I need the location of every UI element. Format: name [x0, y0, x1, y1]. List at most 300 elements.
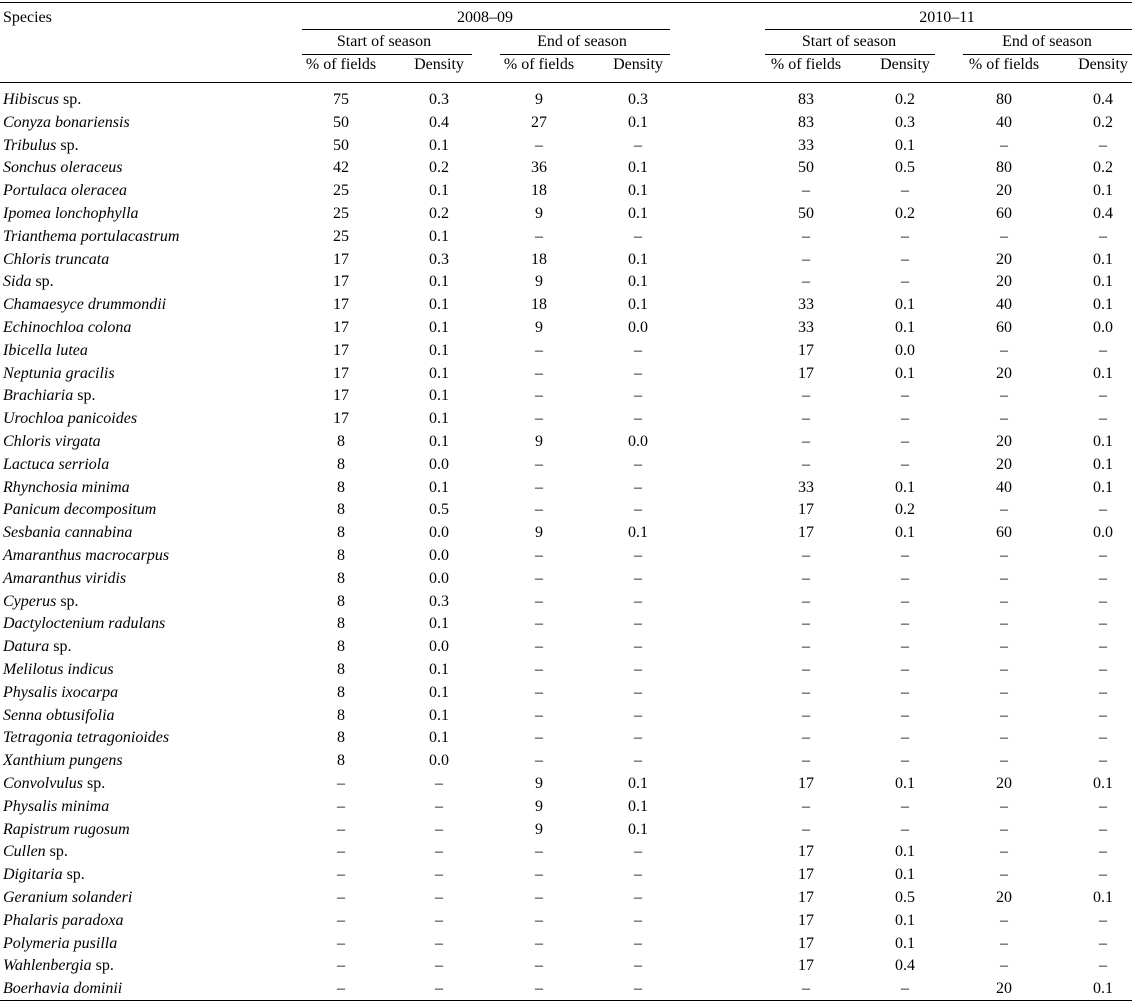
density-cell: 0.4 — [1093, 205, 1113, 222]
density-cell: 0.1 — [628, 182, 648, 200]
table-row — [0, 682, 1132, 705]
pct-fields-cell: – — [337, 934, 345, 952]
species-name — [3, 363, 115, 385]
pct-fields-cell: 60 — [996, 205, 1012, 222]
density-cell: 0.5 — [429, 501, 449, 519]
pct-fields-cell: – — [337, 797, 345, 815]
pct-fields-cell: – — [802, 250, 810, 268]
year-header-2010-11: 2010–11 — [919, 9, 975, 26]
species-binomial: Sonchus oleraceus — [3, 159, 123, 177]
species-name — [3, 294, 166, 316]
species-binomial: Tribulus — [3, 136, 57, 154]
pct-fields-cell: – — [1000, 820, 1008, 838]
pct-fields-cell: 42 — [333, 159, 349, 177]
density-cell: – — [634, 752, 642, 770]
pct-fields-cell: 17 — [798, 911, 814, 929]
pct-fields-cell: 25 — [333, 182, 349, 200]
density-cell: 0.0 — [895, 341, 915, 359]
density-cell: 0.2 — [1093, 113, 1113, 131]
pct-fields-cell: 8 — [337, 729, 345, 747]
pct-fields-cell: 9 — [535, 820, 543, 838]
pct-fields-cell: – — [337, 820, 345, 838]
pct-fields-cell: 20 — [996, 250, 1012, 268]
density-cell: – — [634, 934, 642, 952]
density-cell: – — [634, 911, 642, 929]
density-cell: – — [901, 752, 909, 770]
density-cell: – — [435, 957, 443, 975]
pct-fields-cell: – — [1000, 638, 1008, 656]
pct-fields-cell: 60 — [996, 319, 1012, 336]
density-cell: – — [901, 273, 909, 291]
density-cell: – — [634, 455, 642, 473]
species-binomial: Melilotus indicus — [3, 661, 114, 678]
pct-fields-cell: – — [802, 455, 810, 473]
pct-fields-cell: – — [802, 182, 810, 200]
density-cell: – — [1099, 797, 1107, 815]
table-row — [0, 499, 1132, 522]
pct-fields-cell: 40 — [996, 296, 1012, 314]
density-cell: 0.1 — [628, 250, 648, 268]
species-name — [3, 841, 68, 863]
density-cell: 0.1 — [628, 296, 648, 314]
pct-fields-cell: 8 — [337, 661, 345, 678]
pct-fields-cell: 17 — [798, 934, 814, 952]
pct-fields-cell: 25 — [333, 227, 349, 245]
density-cell: 0.1 — [628, 820, 648, 838]
pct-fields-cell: – — [535, 136, 543, 154]
pct-fields-cell: – — [802, 980, 810, 998]
density-cell: – — [1099, 957, 1107, 975]
density-cell: – — [634, 341, 642, 359]
pct-fields-cell: 75 — [333, 91, 349, 108]
density-cell: – — [634, 866, 642, 884]
density-cell: – — [435, 843, 443, 861]
density-cell: – — [634, 364, 642, 382]
pct-fields-cell: 20 — [996, 273, 1012, 291]
pct-fields-cell: 17 — [798, 341, 814, 359]
density-cell: – — [901, 729, 909, 747]
density-cell: 0.1 — [895, 524, 915, 542]
density-cell: – — [435, 797, 443, 815]
density-cell: 0.3 — [895, 113, 915, 131]
table-top-rule — [0, 2, 1132, 3]
density-cell: – — [435, 820, 443, 838]
pct-fields-cell: 20 — [996, 889, 1012, 906]
species-name — [3, 955, 114, 977]
density-cell: – — [435, 889, 443, 906]
species-qualifier: sp. — [49, 843, 68, 861]
table-row — [0, 89, 1132, 112]
density-cell: 0.1 — [429, 182, 449, 200]
density-cell: – — [901, 820, 909, 838]
species-name — [3, 796, 109, 818]
species-binomial: Rhynchosia minima — [3, 478, 130, 496]
density-cell: 0.1 — [1093, 273, 1113, 291]
species-name — [3, 705, 115, 727]
density-cell: – — [634, 889, 642, 906]
density-cell: 0.1 — [429, 364, 449, 382]
pct-fields-cell: 17 — [333, 410, 349, 428]
density-cell: 0.1 — [895, 911, 915, 929]
species-binomial: Cyperus — [3, 592, 57, 610]
density-cell: 0.4 — [895, 957, 915, 975]
table-row — [0, 408, 1132, 431]
density-cell: 0.1 — [628, 775, 648, 792]
pct-fields-cell: 20 — [996, 775, 1012, 792]
species-binomial: Tetragonia tetragonioides — [3, 729, 170, 747]
table-row — [0, 613, 1132, 636]
pct-fields-cell: – — [1000, 615, 1008, 633]
table-row — [0, 203, 1132, 226]
density-cell: 0.1 — [628, 273, 648, 291]
pct-fields-cell: 17 — [798, 843, 814, 861]
species-name — [3, 545, 169, 567]
density-cell: – — [634, 136, 642, 154]
density-cell: – — [634, 661, 642, 678]
subheader-start-2010-11: Start of season — [801, 33, 897, 50]
species-name — [3, 226, 179, 248]
pct-fields-cell: – — [535, 364, 543, 382]
pct-fields-cell: 8 — [337, 638, 345, 656]
species-binomial: Physalis minima — [3, 797, 110, 815]
density-cell: – — [901, 706, 909, 724]
density-cell: 0.3 — [429, 91, 449, 108]
density-cell: 0.0 — [1093, 524, 1113, 542]
table-row — [0, 180, 1132, 203]
density-cell: – — [435, 934, 443, 952]
species-binomial: Ibicella lutea — [3, 341, 88, 359]
density-cell: 0.1 — [1093, 478, 1113, 496]
species-name — [3, 157, 123, 179]
species-name — [3, 112, 130, 134]
pct-fields-cell: – — [802, 752, 810, 770]
density-cell: 0.0 — [1093, 319, 1113, 336]
species-name — [3, 249, 109, 271]
density-cell: – — [1099, 638, 1107, 656]
density-cell: 0.1 — [429, 729, 449, 747]
density-cell: – — [435, 911, 443, 929]
species-qualifier: sp. — [60, 592, 79, 610]
density-cell: – — [901, 638, 909, 656]
pct-fields-cell: – — [1000, 957, 1008, 975]
density-cell: – — [634, 547, 642, 564]
density-cell: 0.1 — [1093, 889, 1113, 906]
table-row — [0, 636, 1132, 659]
pct-fields-cell: 8 — [337, 547, 345, 564]
pct-fields-cell: 9 — [535, 775, 543, 792]
species-name — [3, 477, 130, 499]
pct-fields-cell: 17 — [333, 273, 349, 291]
density-cell: – — [1099, 661, 1107, 678]
header-bottom-rule — [0, 82, 1132, 83]
density-cell: 0.1 — [895, 843, 915, 861]
subheader-end-2010-11: End of season — [1002, 33, 1092, 50]
density-cell: 0.2 — [895, 501, 915, 519]
species-binomial: Brachiaria — [3, 387, 74, 405]
density-cell: – — [435, 980, 443, 998]
table-row — [0, 819, 1132, 842]
species-qualifier: sp. — [77, 387, 96, 405]
pct-fields-cell: – — [535, 911, 543, 929]
density-cell: – — [634, 638, 642, 656]
pct-fields-cell: – — [802, 797, 810, 815]
density-cell: – — [901, 433, 909, 450]
density-cell: – — [901, 683, 909, 701]
species-name — [3, 727, 169, 749]
pct-fields-cell: – — [802, 638, 810, 656]
species-binomial: Dactyloctenium radulans — [3, 615, 166, 633]
pct-fields-cell: – — [337, 980, 345, 998]
table-row — [0, 750, 1132, 773]
pct-fields-cell: – — [802, 433, 810, 450]
pct-fields-cell: 25 — [333, 205, 349, 222]
pct-fields-cell: – — [1000, 706, 1008, 724]
species-name — [3, 89, 81, 111]
species-binomial: Polymeria pusilla — [3, 934, 118, 952]
column-header-density: Density — [414, 56, 464, 73]
pct-fields-cell: 17 — [798, 866, 814, 884]
table-row — [0, 864, 1132, 887]
density-cell: – — [901, 410, 909, 428]
pct-fields-cell: 33 — [798, 136, 814, 154]
pct-fields-cell: 83 — [798, 113, 814, 131]
pct-fields-cell: 8 — [337, 569, 345, 587]
density-cell: 0.1 — [429, 683, 449, 701]
species-name — [3, 613, 165, 635]
species-qualifier: sp. — [66, 866, 85, 884]
density-cell: – — [1099, 547, 1107, 564]
density-cell: 0.1 — [1093, 980, 1113, 998]
species-binomial: Rapistrum rugosum — [3, 820, 130, 838]
density-cell: 0.1 — [895, 866, 915, 884]
density-cell: 0.1 — [628, 524, 648, 542]
pct-fields-cell: – — [535, 752, 543, 770]
pct-fields-cell: – — [802, 227, 810, 245]
density-cell: 0.0 — [429, 752, 449, 770]
year-group-rule-2010-11 — [765, 29, 1132, 30]
pct-fields-cell: – — [337, 843, 345, 861]
pct-fields-cell: – — [337, 911, 345, 929]
density-cell: 0.1 — [429, 706, 449, 724]
pct-fields-cell: 33 — [798, 319, 814, 336]
density-cell: 0.4 — [429, 113, 449, 131]
species-binomial: Senna obtusifolia — [3, 706, 115, 724]
species-name — [3, 340, 88, 362]
density-cell: 0.1 — [1093, 182, 1113, 200]
pct-fields-cell: 50 — [333, 136, 349, 154]
pct-fields-cell: 18 — [531, 250, 547, 268]
species-binomial: Lactuca serriola — [3, 455, 110, 473]
species-binomial: Digitaria — [3, 866, 63, 884]
pct-fields-cell: 27 — [531, 113, 547, 131]
density-cell: 0.3 — [429, 592, 449, 610]
pct-fields-cell: 20 — [996, 364, 1012, 382]
pct-fields-cell: – — [535, 957, 543, 975]
species-binomial: Ipomea lonchophylla — [3, 205, 139, 222]
pct-fields-cell: 9 — [535, 797, 543, 815]
density-cell: – — [1099, 729, 1107, 747]
density-cell: 0.0 — [429, 569, 449, 587]
pct-fields-cell: – — [1000, 752, 1008, 770]
density-cell: 0.0 — [429, 455, 449, 473]
density-cell: 0.1 — [429, 296, 449, 314]
pct-fields-cell: – — [535, 729, 543, 747]
pct-fields-cell: – — [535, 547, 543, 564]
density-cell: – — [1099, 136, 1107, 154]
density-cell: – — [435, 866, 443, 884]
pct-fields-cell: – — [535, 501, 543, 519]
pct-fields-cell: 40 — [996, 478, 1012, 496]
pct-fields-cell: – — [1000, 387, 1008, 405]
column-header-pct-fields: % of fields — [305, 56, 377, 73]
pct-fields-cell: 83 — [798, 91, 814, 108]
species-binomial: Phalaris paradoxa — [3, 911, 124, 929]
density-cell: 0.1 — [429, 615, 449, 633]
pct-fields-cell: 8 — [337, 478, 345, 496]
pct-fields-cell: – — [535, 410, 543, 428]
pct-fields-cell: – — [802, 273, 810, 291]
density-cell: – — [634, 592, 642, 610]
table-row — [0, 317, 1132, 340]
species-name — [3, 203, 139, 225]
density-cell: 0.1 — [429, 661, 449, 678]
pct-fields-cell: 33 — [798, 296, 814, 314]
species-binomial: Panicum decompositum — [3, 501, 157, 519]
table-row — [0, 454, 1132, 477]
density-cell: – — [1099, 341, 1107, 359]
column-header-pct-fields: % of fields — [770, 56, 842, 73]
pct-fields-cell: – — [802, 615, 810, 633]
density-cell: 0.0 — [429, 547, 449, 564]
pct-fields-cell: 17 — [798, 501, 814, 519]
density-cell: 0.0 — [429, 638, 449, 656]
density-cell: 0.0 — [429, 524, 449, 542]
species-qualifier: sp. — [35, 273, 54, 291]
pct-fields-cell: 36 — [531, 159, 547, 177]
density-cell: – — [634, 227, 642, 245]
density-cell: 0.1 — [1093, 364, 1113, 382]
pct-fields-cell: – — [535, 706, 543, 724]
species-name — [3, 773, 105, 795]
pct-fields-cell: – — [535, 980, 543, 998]
pct-fields-cell: 18 — [531, 182, 547, 200]
pct-fields-cell: – — [802, 592, 810, 610]
density-cell: 0.1 — [895, 296, 915, 314]
pct-fields-cell: – — [535, 478, 543, 496]
species-name — [3, 317, 131, 339]
table-row — [0, 271, 1132, 294]
density-cell: – — [1099, 843, 1107, 861]
pct-fields-cell: – — [1000, 729, 1008, 747]
density-cell: – — [634, 683, 642, 701]
pct-fields-cell: – — [535, 843, 543, 861]
pct-fields-cell: 9 — [535, 91, 543, 108]
species-qualifier: sp. — [53, 638, 72, 656]
density-cell: – — [634, 410, 642, 428]
column-header-density: Density — [1078, 56, 1128, 73]
table-row — [0, 157, 1132, 180]
species-binomial: Chamaesyce drummondii — [3, 296, 167, 314]
species-binomial: Conyza bonariensis — [3, 113, 130, 131]
density-cell: – — [634, 501, 642, 519]
pct-fields-cell: – — [535, 889, 543, 906]
density-cell: – — [1099, 706, 1107, 724]
pct-fields-cell: 9 — [535, 205, 543, 222]
pct-fields-cell: 50 — [333, 113, 349, 131]
pct-fields-cell: – — [802, 820, 810, 838]
density-cell: 0.1 — [429, 273, 449, 291]
species-name — [3, 522, 132, 544]
table-row — [0, 431, 1132, 454]
species-name — [3, 659, 114, 681]
density-cell: – — [901, 592, 909, 610]
pct-fields-cell: – — [535, 387, 543, 405]
pct-fields-cell: – — [1000, 843, 1008, 861]
pct-fields-cell: – — [802, 706, 810, 724]
species-name — [3, 385, 95, 407]
density-cell: – — [1099, 615, 1107, 633]
species-name — [3, 978, 122, 1000]
pct-fields-cell: – — [1000, 661, 1008, 678]
year-group-rule-2008-09 — [302, 29, 670, 30]
species-qualifier: sp. — [87, 775, 106, 792]
table-row — [0, 591, 1132, 614]
pct-fields-cell: 8 — [337, 501, 345, 519]
density-cell: – — [1099, 501, 1107, 519]
species-binomial: Chloris virgata — [3, 433, 101, 450]
density-cell: 0.5 — [895, 889, 915, 906]
density-cell: 0.1 — [429, 478, 449, 496]
pct-fields-cell: – — [1000, 501, 1008, 519]
column-header-pct-fields: % of fields — [968, 56, 1040, 73]
species-qualifier: sp. — [95, 957, 114, 975]
density-cell: 0.1 — [895, 319, 915, 336]
pct-fields-cell: – — [802, 683, 810, 701]
pct-fields-cell: – — [1000, 136, 1008, 154]
pct-fields-cell: 8 — [337, 615, 345, 633]
species-binomial: Convolvulus — [3, 775, 83, 792]
density-cell: 0.1 — [429, 410, 449, 428]
density-cell: – — [634, 387, 642, 405]
density-cell: – — [901, 455, 909, 473]
species-binomial: Neptunia gracilis — [3, 364, 115, 382]
table-row — [0, 340, 1132, 363]
species-name — [3, 568, 126, 590]
pct-fields-cell: – — [535, 455, 543, 473]
column-header-density: Density — [613, 56, 663, 73]
density-cell: 0.1 — [429, 341, 449, 359]
pct-fields-cell: 17 — [798, 775, 814, 792]
density-cell: – — [1099, 911, 1107, 929]
density-cell: 0.1 — [1093, 433, 1113, 450]
table-row — [0, 477, 1132, 500]
density-cell: – — [1099, 227, 1107, 245]
species-name — [3, 180, 127, 202]
pct-fields-cell: – — [337, 775, 345, 792]
pct-fields-cell: 8 — [337, 524, 345, 542]
species-name — [3, 682, 118, 704]
species-name — [3, 933, 117, 955]
species-qualifier: sp. — [60, 136, 79, 154]
density-cell: – — [1099, 410, 1107, 428]
density-cell: – — [901, 980, 909, 998]
density-cell: 0.2 — [895, 205, 915, 222]
density-cell: 0.1 — [628, 159, 648, 177]
pct-fields-cell: 17 — [798, 524, 814, 542]
species-binomial: Trianthema portulacastrum — [3, 227, 180, 245]
pct-fields-cell: – — [337, 957, 345, 975]
pct-fields-cell: 8 — [337, 752, 345, 770]
